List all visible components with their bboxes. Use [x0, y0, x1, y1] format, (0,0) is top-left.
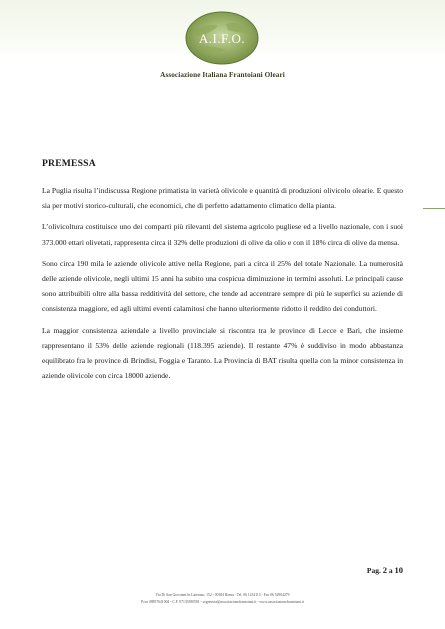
page-current: 2	[382, 565, 387, 575]
page-separator: a	[388, 566, 393, 575]
paragraph: L’olivicoltura costituisce uno dei comparti più rilevanti del sistema agricolo pugliese ed a livello nazionale, con i suoi 373.000 ettari olivetati, rappresenta circa il 32% delle produzioni di olive da olio e con il 18% circa di olive da mensa.	[42, 222, 403, 247]
margin-rule	[423, 208, 445, 209]
footer-contacts: P.iva 08857641004 - C.F. 97133580581 - segreteria@associazionefrantoiani.it - www.associazionefrantoiani.it	[140, 600, 305, 604]
paragraph: La Puglia risulta l’indiscussa Regione primatista in varietà olivicole e quantità di produzioni olivicolo olearie. E questo sia per motivi storico-culturali, che economici, che di perfetto adattamento climatico della pianta.	[42, 186, 403, 211]
footer-address: Via Di San Giovanni In Laterano, 152 - 00184 Roma - Tel. 06 1234113 - Fax 06 52904279	[155, 593, 290, 597]
page-prefix: Pag.	[366, 566, 381, 575]
section-heading: PREMESSA	[42, 158, 96, 169]
logo-text: A.I.F.O.	[198, 31, 246, 46]
association-name: Associazione Italiana Frantoiani Oleari	[160, 71, 285, 79]
paragraph: La maggior consistenza aziendale a livello provinciale si riscontra tra le province di Lecce e Bari, che insieme rappresentano il 53% delle aziende regionali (118.395 aziende). Il restante 47% è suddiviso in modo abbastanza equilibrato fra le province di Brindisi, Foggia e Taranto. La Provincia di BAT risulta quella con la minor consistenza in aziende olivicole con circa 18000 aziende.	[42, 325, 403, 381]
paragraph: Sono circa 190 mila le aziende olivicole attive nella Regione, pari a circa il 25% del totale Nazionale. La numerosità delle aziende olivicole, negli ultimi 15 anni ha subito una cospicua diminuzione in termini assoluti. Le principali cause sono attribuibili oltre alla bassa redditività del settore, che tende ad accentrare sempre di più le superfici su aziende di consistenza maggiore, ed agli ultimi eventi calamitosi che hanno ulteriormente ridotto il reddito dei conduttori.	[42, 258, 403, 314]
page-total: 10	[394, 565, 403, 575]
aifo-logo	[182, 10, 262, 66]
page-number	[367, 565, 403, 575]
document-body	[42, 158, 403, 389]
